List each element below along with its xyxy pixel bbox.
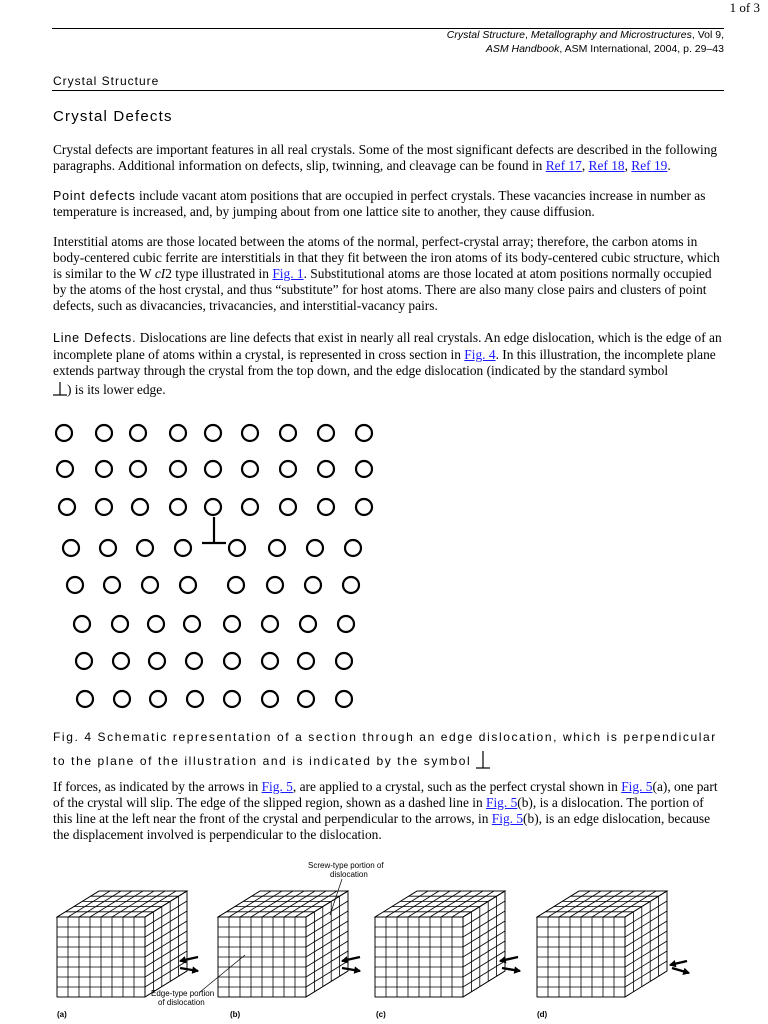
- lattice-atom: [175, 540, 191, 556]
- slip-text-a: If forces, as indicated by the arrows in: [53, 779, 259, 794]
- fig-4-lattice: [50, 415, 380, 715]
- lattice-atom: [205, 499, 221, 515]
- lattice-atom: [318, 425, 334, 441]
- citation-book: Metallography and Microstructures: [530, 29, 692, 41]
- lattice-atom: [148, 616, 164, 632]
- lattice-atom: [356, 461, 372, 477]
- interstitial-text-b: 2 type illustrated in: [165, 266, 269, 281]
- lattice-atom: [130, 461, 146, 477]
- lattice-atom: [180, 577, 196, 593]
- lattice-atom: [187, 691, 203, 707]
- paragraph-slip: [53, 779, 725, 843]
- caption-dislocation-icon: [476, 751, 490, 769]
- lattice-atom: [184, 616, 200, 632]
- paragraph-interstitial: [53, 234, 725, 314]
- lattice-atom: [356, 425, 372, 441]
- lattice-atom: [224, 653, 240, 669]
- edge-label-1: Edge-type portion: [151, 989, 215, 998]
- lattice-atom: [96, 425, 112, 441]
- citation-title: Crystal Structure: [446, 29, 525, 41]
- lattice-atom: [242, 461, 258, 477]
- line-defects-text-c: ) is its lower edge.: [67, 381, 166, 397]
- point-defects-lead: Point defects: [53, 189, 136, 203]
- lattice-atom: [57, 461, 73, 477]
- interstitial-text-c: . Substitutional atoms are those located at atom positions normally occupied by the atoms of the host crystal, and thus “substitute” for host atoms. There are also many close pairs and clusters of point defects, such as divacancies, trivacancies, and interstitial-vacancy pairs.: [53, 266, 712, 313]
- lattice-atom: [343, 577, 359, 593]
- lattice-atom: [336, 653, 352, 669]
- interstitial-text-a: Interstitial atoms are those located between the atoms of the normal, perfect-crystal array; therefore, the carbon atoms in body-centered cubic ferrite are interstitials in that they fit between the iron atoms of its body-centered cubic structure, which is similar to the W: [53, 234, 720, 281]
- lattice-atom: [267, 577, 283, 593]
- lattice-atom: [205, 425, 221, 441]
- citation-publisher: , ASM International, 2004, p. 29–43: [559, 43, 724, 55]
- lattice-atom: [224, 616, 240, 632]
- lattice-atom: [96, 499, 112, 515]
- arrow-head-icon: [192, 967, 198, 973]
- page-title: Crystal Defects: [53, 108, 173, 125]
- lattice-atom: [74, 616, 90, 632]
- ref-19-link[interactable]: Ref 19: [631, 158, 668, 173]
- lattice-atom: [104, 577, 120, 593]
- lattice-atom: [229, 540, 245, 556]
- lattice-atom: [205, 461, 221, 477]
- panel-b-label: (b): [230, 1010, 241, 1019]
- lattice-atom: [262, 616, 278, 632]
- lattice-atom: [63, 540, 79, 556]
- intro-text: Crystal defects are important features in all real crystals. Some of the most significant defects are described in the following paragraphs. Additional information on defects, slip, twinning, and cleavage can be found in: [53, 142, 718, 173]
- lattice-atom: [170, 499, 186, 515]
- lattice-atom: [228, 577, 244, 593]
- fig-4-link[interactable]: Fig. 4: [464, 346, 496, 362]
- lattice-atom: [96, 461, 112, 477]
- lattice-atom: [280, 499, 296, 515]
- panel-a-label: (a): [57, 1010, 67, 1019]
- lattice-atom: [280, 425, 296, 441]
- screw-label-2: dislocation: [330, 870, 368, 879]
- lattice-atom: [137, 540, 153, 556]
- ref-17-link[interactable]: Ref 17: [545, 158, 582, 173]
- lattice-atom: [186, 653, 202, 669]
- arrow-head-icon: [683, 969, 689, 975]
- panel-d-label: (d): [537, 1010, 548, 1019]
- slip-text-b: , are applied to a crystal, such as the perfect crystal shown in: [292, 779, 618, 794]
- lattice-atom: [242, 499, 258, 515]
- fig-5-link-3[interactable]: Fig. 5: [486, 795, 518, 810]
- lattice-atom: [132, 499, 148, 515]
- citation-handbook: ASM Handbook: [485, 43, 560, 55]
- lattice-atom: [269, 540, 285, 556]
- section-label: Crystal Structure: [53, 74, 160, 88]
- fig-5-link-2[interactable]: Fig. 5: [621, 779, 653, 794]
- page-number: 1 of 3: [729, 0, 760, 15]
- lattice-atom: [67, 577, 83, 593]
- lattice-atom: [300, 616, 316, 632]
- lattice-atom: [298, 691, 314, 707]
- paragraph-point-defects: [53, 188, 725, 220]
- fig-5-figure: [40, 855, 730, 1024]
- section-rule: [52, 90, 724, 91]
- lattice-atom: [298, 653, 314, 669]
- line-defects-text-a: Dislocations are line defects that exist in nearly all real crystals. An edge dislocation, which is the edge of an incomplete plane of atoms within a crystal, is represented in cross section in: [53, 330, 722, 362]
- fig-5-link-1[interactable]: Fig. 5: [261, 779, 293, 794]
- lattice-atom: [113, 653, 129, 669]
- lattice-atom: [59, 499, 75, 515]
- line-defects-lead: Line Defects.: [53, 331, 137, 345]
- lattice-atom: [280, 461, 296, 477]
- fig-5-link-4[interactable]: Fig. 5: [491, 811, 524, 826]
- edge-label-2: of dislocation: [158, 998, 205, 1007]
- lattice-atom: [318, 499, 334, 515]
- citation-sep: ,: [524, 29, 528, 41]
- lattice-atom: [224, 691, 240, 707]
- lattice-atom: [345, 540, 361, 556]
- lattice-atom: [112, 616, 128, 632]
- lattice-atom: [150, 691, 166, 707]
- line-defects-text-b: . In this illustration, the incomplete plane extends partway through the crystal from the top down, and the edge dislocation (indicated by the standard symbol: [53, 346, 716, 378]
- lattice-atom: [114, 691, 130, 707]
- fig-4-caption: [53, 728, 725, 771]
- lattice-atom: [76, 653, 92, 669]
- lattice-atom: [356, 499, 372, 515]
- lattice-atom: [56, 425, 72, 441]
- slip-text-d: (b), is a dislocation. The portion of this line at the left near the front of the crystal and perpendicular to the arrows, in: [53, 795, 704, 826]
- interstitial-italic: cI: [154, 266, 166, 281]
- paragraph-line-defects: [53, 330, 725, 398]
- lattice-atom: [262, 653, 278, 669]
- lattice-atom: [149, 653, 165, 669]
- lattice-atom: [336, 691, 352, 707]
- lattice-atom: [170, 425, 186, 441]
- lattice-atom: [130, 425, 146, 441]
- lattice-atom: [307, 540, 323, 556]
- fig-1-link[interactable]: Fig. 1: [272, 266, 304, 281]
- fig-4-caption-text: Fig. 4 Schematic representation of a section through an edge dislocation, which is perpendicular to the plane of the illustration and is indicated by the symbol: [53, 730, 717, 768]
- lattice-atom: [242, 425, 258, 441]
- lattice-atom: [77, 691, 93, 707]
- slip-text-e: (b), is an edge dislocation, because the displacement involved is perpendicular to the dislocation.: [53, 811, 711, 842]
- citation: [424, 28, 724, 56]
- paragraph-intro: Crystal defects are important features in all real crystals. Some of the most significant defects are described in the following paragraphs. Additional information on defects, slip, twinning, and cleavage can be found in Ref 17, Ref 18, Ref 19.: [53, 142, 718, 173]
- panel-c-label: (c): [376, 1010, 386, 1019]
- screw-label-1: Screw-type portion of: [308, 861, 384, 870]
- point-defects-text: include vacant atom positions that are occupied in perfect crystals. These vacancies increase in number as temperature is increased, and, by jumping about from one lattice site to another, they cause diffusion.: [53, 188, 706, 219]
- lattice-atom: [262, 691, 278, 707]
- lattice-atom: [100, 540, 116, 556]
- arrow-head-icon: [514, 967, 520, 973]
- citation-volume: , Vol 9,: [691, 29, 724, 41]
- lattice-atom: [338, 616, 354, 632]
- lattice-atom: [142, 577, 158, 593]
- lattice-atom: [170, 461, 186, 477]
- slip-text-c: (a), one part of the crystal will slip. The edge of the slipped region, shown as a dashed line in: [53, 779, 718, 810]
- arrow-head-icon: [354, 967, 360, 973]
- arrow-head-icon: [670, 961, 676, 967]
- dislocation-symbol-icon: [53, 382, 67, 396]
- lattice-atom: [305, 577, 321, 593]
- ref-18-link[interactable]: Ref 18: [588, 158, 625, 173]
- lattice-atom: [318, 461, 334, 477]
